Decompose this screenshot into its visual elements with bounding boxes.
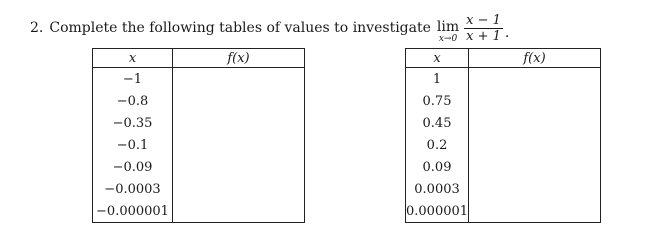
table-row: [406, 200, 601, 223]
table-row: [93, 156, 305, 178]
table-row: [406, 112, 601, 134]
table-header-row: [406, 49, 601, 68]
table-row: [406, 90, 601, 112]
question-period: .: [504, 25, 510, 41]
x-value-cell: 0.45: [406, 112, 469, 134]
table-row: [406, 134, 601, 156]
question-text: Complete the following tables of values to investigate: [49, 20, 431, 36]
fx-input-cell[interactable]: [469, 112, 601, 134]
table-row: [406, 68, 601, 91]
fx-input-cell[interactable]: [469, 68, 601, 91]
fx-input-cell[interactable]: [173, 68, 305, 91]
fx-input-cell[interactable]: [469, 90, 601, 112]
x-value-cell: −0.000001: [93, 200, 173, 223]
table-row: [93, 134, 305, 156]
limit-word: lim: [436, 19, 460, 35]
column-header-x: x: [406, 49, 469, 68]
table-row: [93, 200, 305, 223]
column-header-x: x: [93, 49, 173, 68]
fraction-numerator: x − 1: [466, 12, 501, 28]
x-value-cell: 0.0003: [406, 178, 469, 200]
fx-input-cell[interactable]: [469, 178, 601, 200]
x-value-cell: −0.8: [93, 90, 173, 112]
table-row: [406, 178, 601, 200]
fx-input-cell[interactable]: [173, 156, 305, 178]
table-row: [93, 112, 305, 134]
x-value-cell: −0.35: [93, 112, 173, 134]
values-table-positive: [405, 48, 601, 223]
values-table-negative: [92, 48, 305, 223]
fx-input-cell[interactable]: [173, 178, 305, 200]
x-value-cell: 1: [406, 68, 469, 91]
x-value-cell: 0.09: [406, 156, 469, 178]
x-value-cell: −0.1: [93, 134, 173, 156]
question-number: 2.: [30, 20, 44, 36]
limit-fraction: [464, 13, 503, 44]
x-value-cell: −0.0003: [93, 178, 173, 200]
table-row: [93, 178, 305, 200]
fx-input-cell[interactable]: [173, 200, 305, 223]
column-header-fx: f(x): [469, 49, 601, 68]
fraction-denominator: x + 1: [466, 28, 501, 44]
x-value-cell: 0.75: [406, 90, 469, 112]
limit-subscript: x→0: [438, 34, 458, 44]
fx-input-cell[interactable]: [173, 90, 305, 112]
table-row: [93, 90, 305, 112]
limit-operator: [437, 20, 459, 44]
x-value-cell: −1: [93, 68, 173, 91]
fx-input-cell[interactable]: [173, 112, 305, 134]
table-header-row: [93, 49, 305, 68]
fx-input-cell[interactable]: [469, 134, 601, 156]
question-prompt: [30, 8, 509, 48]
fx-input-cell[interactable]: [469, 156, 601, 178]
table-row: [93, 68, 305, 91]
x-value-cell: 0.2: [406, 134, 469, 156]
column-header-fx: f(x): [173, 49, 305, 68]
fx-input-cell[interactable]: [469, 200, 601, 223]
x-value-cell: −0.09: [93, 156, 173, 178]
x-value-cell: 0.000001: [406, 200, 469, 223]
fx-input-cell[interactable]: [173, 134, 305, 156]
table-row: [406, 156, 601, 178]
